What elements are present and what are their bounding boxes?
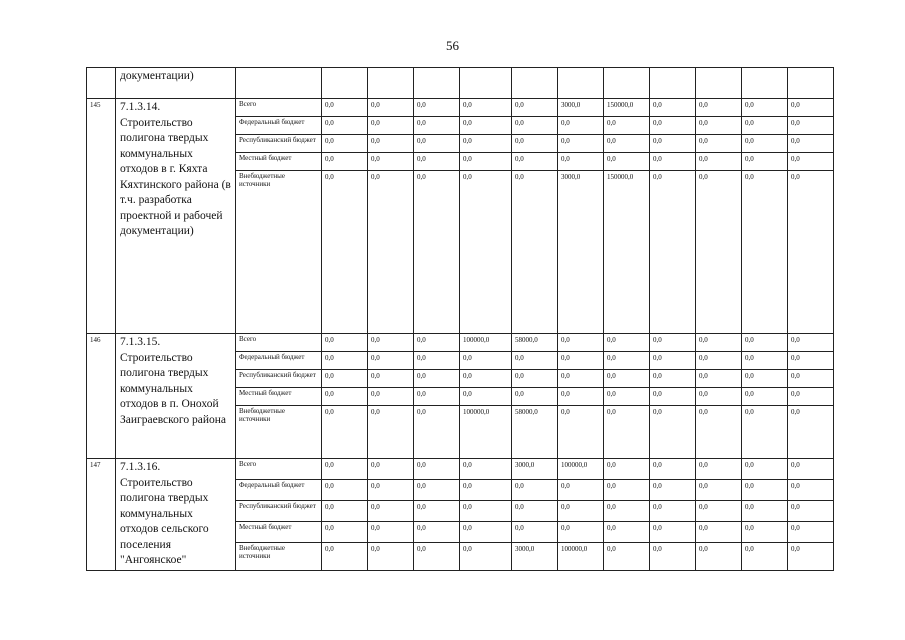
value-cell: 0,0	[368, 521, 414, 542]
value-cell: 0,0	[604, 370, 650, 388]
value-cell: 0,0	[512, 352, 558, 370]
funding-source-cell: Местный бюджет	[236, 153, 322, 171]
value-cell: 0,0	[322, 171, 368, 334]
value-cell: 0,0	[650, 352, 696, 370]
value-cell: 0,0	[742, 153, 788, 171]
value-cell: 0,0	[604, 135, 650, 153]
value-cell: 0,0	[650, 117, 696, 135]
value-cell: 0,0	[742, 388, 788, 406]
value-cell: 0,0	[512, 117, 558, 135]
value-cell: 0,0	[696, 521, 742, 542]
value-cell: 3000,0	[558, 171, 604, 334]
value-cell: 0,0	[368, 406, 414, 459]
funding-source-cell: Федеральный бюджет	[236, 352, 322, 370]
activity-name-cell: 7.1.3.15. Строительство полигона твердых коммунальных отходов в п. Онохой Заиграевского района	[116, 334, 236, 459]
value-cell: 0,0	[558, 388, 604, 406]
table-row	[87, 459, 834, 480]
value-cell: 0,0	[460, 99, 512, 117]
value-cell: 0,0	[558, 352, 604, 370]
funding-source-cell: Республиканский бюджет	[236, 500, 322, 521]
value-cell: 0,0	[414, 171, 460, 334]
value-cell: 100000,0	[460, 406, 512, 459]
value-cell: 0,0	[414, 334, 460, 352]
value-cell: 0,0	[650, 521, 696, 542]
value-cell: 0,0	[788, 388, 834, 406]
value-cell: 0,0	[322, 500, 368, 521]
value-cell: 0,0	[322, 135, 368, 153]
activity-name-cell: 7.1.3.16. Строительство полигона твердых коммунальных отходов сельского поселения "Ангоянское"	[116, 459, 236, 571]
value-cell: 0,0	[742, 117, 788, 135]
value-cell: 0,0	[558, 406, 604, 459]
value-cell: 0,0	[650, 135, 696, 153]
value-cell: 0,0	[368, 334, 414, 352]
value-cell: 0,0	[742, 370, 788, 388]
value-cell: 0,0	[696, 459, 742, 480]
funding-source-cell: Республиканский бюджет	[236, 135, 322, 153]
value-cell: 0,0	[414, 117, 460, 135]
value-cell: 0,0	[368, 171, 414, 334]
value-cell: 0,0	[322, 370, 368, 388]
activity-name-cell: 7.1.3.14. Строительство полигона твердых коммунальных отходов в г. Кяхта Кяхтинского района (в т.ч. разработка проектной и рабочей документации)	[116, 99, 236, 334]
value-cell: 0,0	[558, 370, 604, 388]
value-cell: 3000,0	[512, 459, 558, 480]
value-cell: 0,0	[460, 388, 512, 406]
value-cell: 0,0	[558, 334, 604, 352]
value-cell: 0,0	[742, 334, 788, 352]
value-cell: 0,0	[558, 135, 604, 153]
value-cell: 0,0	[788, 135, 834, 153]
value-cell: 0,0	[604, 153, 650, 171]
value-cell: 0,0	[322, 117, 368, 135]
value-cell: 0,0	[512, 500, 558, 521]
value-cell: 0,0	[558, 117, 604, 135]
value-cell: 0,0	[414, 370, 460, 388]
value-cell: 0,0	[368, 153, 414, 171]
value-cell: 100000,0	[558, 542, 604, 570]
value-cell: 0,0	[322, 153, 368, 171]
value-cell: 0,0	[460, 171, 512, 334]
value-cell: 150000,0	[604, 171, 650, 334]
value-cell: 58000,0	[512, 334, 558, 352]
value-cell: 0,0	[414, 153, 460, 171]
value-cell: 0,0	[742, 542, 788, 570]
value-cell: 3000,0	[512, 542, 558, 570]
value-cell: 0,0	[368, 542, 414, 570]
value-cell: 0,0	[604, 500, 650, 521]
value-cell: 0,0	[322, 388, 368, 406]
activity-name-cell: документации)	[116, 68, 236, 99]
value-cell: 0,0	[650, 171, 696, 334]
value-cell: 0,0	[368, 500, 414, 521]
value-cell: 0,0	[788, 500, 834, 521]
budget-table	[86, 67, 834, 571]
value-cell: 0,0	[650, 542, 696, 570]
value-cell: 0,0	[322, 334, 368, 352]
value-cell: 0,0	[650, 479, 696, 500]
value-cell: 0,0	[604, 352, 650, 370]
value-cell: 0,0	[788, 479, 834, 500]
value-cell: 0,0	[788, 352, 834, 370]
value-cell: 0,0	[558, 153, 604, 171]
value-cell: 0,0	[650, 334, 696, 352]
value-cell: 0,0	[512, 370, 558, 388]
value-cell: 0,0	[604, 459, 650, 480]
value-cell: 0,0	[414, 135, 460, 153]
funding-source-cell: Федеральный бюджет	[236, 479, 322, 500]
value-cell: 0,0	[414, 479, 460, 500]
value-cell: 0,0	[460, 117, 512, 135]
table-body	[87, 68, 834, 571]
value-cell: 0,0	[650, 459, 696, 480]
value-cell: 0,0	[742, 479, 788, 500]
value-cell: 0,0	[604, 521, 650, 542]
value-cell: 0,0	[604, 406, 650, 459]
value-cell: 0,0	[322, 542, 368, 570]
funding-source-cell: Внебюджетные источники	[236, 406, 322, 459]
value-cell: 0,0	[788, 370, 834, 388]
value-cell: 0,0	[512, 388, 558, 406]
value-cell: 0,0	[460, 479, 512, 500]
value-cell: 0,0	[604, 542, 650, 570]
value-cell: 0,0	[460, 370, 512, 388]
value-cell: 0,0	[414, 352, 460, 370]
funding-source-cell: Местный бюджет	[236, 521, 322, 542]
value-cell: 100000,0	[558, 459, 604, 480]
value-cell: 0,0	[322, 521, 368, 542]
value-cell: 0,0	[368, 352, 414, 370]
value-cell: 0,0	[650, 370, 696, 388]
value-cell: 0,0	[414, 542, 460, 570]
value-cell: 0,0	[742, 500, 788, 521]
value-cell: 0,0	[604, 334, 650, 352]
value-cell: 0,0	[558, 479, 604, 500]
value-cell: 0,0	[742, 521, 788, 542]
funding-source-cell: Всего	[236, 459, 322, 480]
funding-source-cell: Республиканский бюджет	[236, 370, 322, 388]
funding-source-cell: Федеральный бюджет	[236, 117, 322, 135]
value-cell: 0,0	[788, 117, 834, 135]
value-cell: 0,0	[742, 135, 788, 153]
value-cell: 0,0	[414, 521, 460, 542]
funding-source-cell: Внебюджетные источники	[236, 171, 322, 334]
value-cell: 0,0	[788, 459, 834, 480]
value-cell: 0,0	[322, 406, 368, 459]
value-cell: 3000,0	[558, 99, 604, 117]
value-cell: 0,0	[788, 521, 834, 542]
row-number-cell: 145	[87, 99, 116, 334]
value-cell: 0,0	[696, 542, 742, 570]
value-cell: 0,0	[414, 99, 460, 117]
value-cell: 0,0	[788, 99, 834, 117]
table-row	[87, 99, 834, 117]
value-cell: 0,0	[788, 542, 834, 570]
value-cell: 0,0	[414, 406, 460, 459]
value-cell: 0,0	[368, 135, 414, 153]
value-cell: 0,0	[742, 171, 788, 334]
value-cell: 0,0	[696, 99, 742, 117]
value-cell: 0,0	[368, 459, 414, 480]
value-cell: 0,0	[414, 500, 460, 521]
value-cell: 0,0	[558, 521, 604, 542]
value-cell: 100000,0	[460, 334, 512, 352]
value-cell: 0,0	[604, 479, 650, 500]
value-cell: 0,0	[512, 479, 558, 500]
value-cell: 0,0	[604, 388, 650, 406]
value-cell: 150000,0	[604, 99, 650, 117]
value-cell: 0,0	[742, 406, 788, 459]
value-cell: 0,0	[368, 388, 414, 406]
value-cell: 0,0	[460, 352, 512, 370]
value-cell: 0,0	[742, 459, 788, 480]
value-cell: 0,0	[696, 135, 742, 153]
value-cell: 0,0	[696, 171, 742, 334]
value-cell: 58000,0	[512, 406, 558, 459]
value-cell: 0,0	[696, 117, 742, 135]
value-cell: 0,0	[696, 334, 742, 352]
value-cell: 0,0	[696, 500, 742, 521]
value-cell: 0,0	[368, 370, 414, 388]
value-cell: 0,0	[460, 459, 512, 480]
value-cell: 0,0	[788, 153, 834, 171]
value-cell: 0,0	[788, 171, 834, 334]
value-cell: 0,0	[322, 459, 368, 480]
page-number: 56	[446, 38, 459, 53]
value-cell: 0,0	[650, 99, 696, 117]
value-cell: 0,0	[460, 521, 512, 542]
value-cell: 0,0	[368, 117, 414, 135]
value-cell: 0,0	[460, 542, 512, 570]
value-cell: 0,0	[460, 135, 512, 153]
row-number-cell	[87, 68, 116, 99]
value-cell: 0,0	[650, 388, 696, 406]
value-cell: 0,0	[650, 406, 696, 459]
value-cell: 0,0	[460, 153, 512, 171]
value-cell: 0,0	[368, 99, 414, 117]
value-cell: 0,0	[512, 521, 558, 542]
funding-source-cell: Всего	[236, 334, 322, 352]
continuation-row	[87, 68, 834, 99]
value-cell: 0,0	[742, 352, 788, 370]
value-cell: 0,0	[742, 99, 788, 117]
value-cell: 0,0	[604, 117, 650, 135]
value-cell: 0,0	[414, 388, 460, 406]
value-cell: 0,0	[788, 406, 834, 459]
value-cell: 0,0	[512, 153, 558, 171]
value-cell: 0,0	[512, 171, 558, 334]
value-cell: 0,0	[414, 459, 460, 480]
value-cell: 0,0	[512, 135, 558, 153]
funding-source-cell: Всего	[236, 99, 322, 117]
value-cell: 0,0	[368, 479, 414, 500]
value-cell: 0,0	[650, 153, 696, 171]
table-row	[87, 334, 834, 352]
funding-source-cell: Внебюджетные источники	[236, 542, 322, 570]
value-cell: 0,0	[788, 334, 834, 352]
value-cell: 0,0	[696, 153, 742, 171]
row-number-cell: 146	[87, 334, 116, 459]
value-cell: 0,0	[696, 479, 742, 500]
funding-source-cell: Местный бюджет	[236, 388, 322, 406]
value-cell: 0,0	[696, 406, 742, 459]
value-cell: 0,0	[696, 352, 742, 370]
row-number-cell: 147	[87, 459, 116, 571]
value-cell: 0,0	[460, 500, 512, 521]
value-cell: 0,0	[322, 479, 368, 500]
value-cell: 0,0	[512, 99, 558, 117]
value-cell: 0,0	[322, 99, 368, 117]
value-cell: 0,0	[650, 500, 696, 521]
value-cell: 0,0	[696, 370, 742, 388]
value-cell: 0,0	[696, 388, 742, 406]
value-cell: 0,0	[558, 500, 604, 521]
value-cell: 0,0	[322, 352, 368, 370]
